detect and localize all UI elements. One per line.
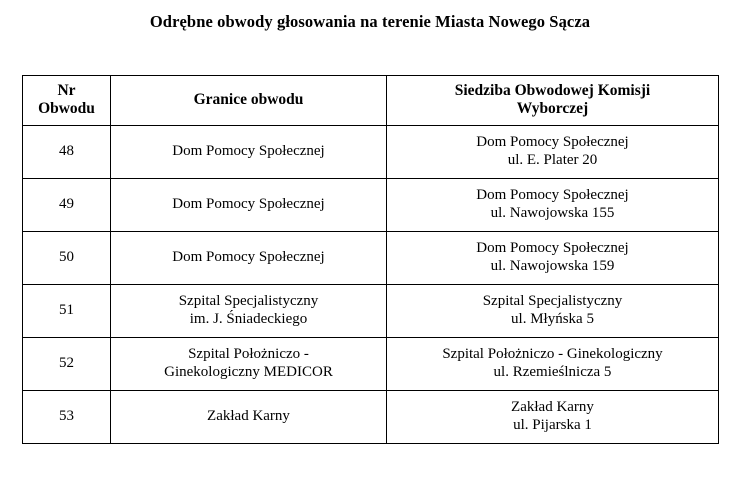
cell-district-number: 50: [23, 231, 111, 284]
cell-commission-seat-line2: ul. Młyńska 5: [511, 310, 594, 327]
cell-district-boundaries: [111, 178, 387, 231]
cell-district-boundaries-line1: Dom Pomocy Społecznej: [172, 195, 325, 212]
cell-commission-seat: [387, 284, 719, 337]
polling-districts-table: [22, 75, 719, 444]
cell-commission-seat-line2: ul. E. Plater 20: [507, 151, 598, 168]
cell-commission-seat: [387, 178, 719, 231]
cell-district-boundaries: [111, 390, 387, 443]
cell-commission-seat-line1: Dom Pomocy Społecznej: [476, 133, 629, 150]
page-title: Odrębne obwody głosowania na terenie Miasta Nowego Sącza: [149, 12, 591, 31]
cell-commission-seat-line1: Szpital Specjalistyczny: [482, 292, 623, 309]
cell-district-boundaries: [111, 337, 387, 390]
cell-district-boundaries: [111, 231, 387, 284]
cell-district-number: 52: [23, 337, 111, 390]
table-row: [23, 125, 719, 178]
column-header-commission-seat-line2: Wyborczej: [516, 100, 589, 118]
cell-district-boundaries-line1: Zakład Karny: [207, 407, 290, 424]
column-header-district-boundaries: Granice obwodu: [111, 76, 387, 126]
table-row: [23, 390, 719, 443]
cell-commission-seat-line2: ul. Pijarska 1: [513, 416, 592, 433]
cell-district-boundaries-line1: Szpital Położniczo -: [188, 345, 309, 362]
column-header-district-number-line1: Nr: [57, 82, 76, 99]
table-row: [23, 231, 719, 284]
cell-commission-seat: [387, 390, 719, 443]
cell-commission-seat-line2: ul. Nawojowska 155: [490, 204, 615, 221]
cell-district-boundaries: [111, 284, 387, 337]
cell-commission-seat-line2: ul. Nawojowska 159: [490, 257, 615, 274]
table-row: [23, 337, 719, 390]
column-header-district-number: [23, 76, 111, 126]
cell-commission-seat-line1: Szpital Położniczo - Ginekologiczny: [442, 345, 663, 362]
cell-commission-seat: [387, 231, 719, 284]
cell-district-boundaries-line2: im. J. Śniadeckiego: [189, 310, 308, 327]
cell-district-boundaries: [111, 125, 387, 178]
cell-commission-seat-line2: ul. Rzemieślnicza 5: [493, 363, 612, 380]
cell-commission-seat-line1: Dom Pomocy Społecznej: [476, 239, 629, 256]
table-header-row: [23, 76, 719, 126]
table-container: [0, 75, 740, 444]
table-body: [23, 125, 719, 443]
cell-district-number: 48: [23, 125, 111, 178]
cell-district-number: 51: [23, 284, 111, 337]
cell-district-number: 49: [23, 178, 111, 231]
column-header-district-number-line2: Obwodu: [38, 100, 95, 118]
cell-district-boundaries-line1: Dom Pomocy Społecznej: [172, 248, 325, 265]
cell-commission-seat: [387, 337, 719, 390]
cell-district-boundaries-line1: Szpital Specjalistyczny: [178, 292, 319, 309]
table-row: [23, 284, 719, 337]
cell-district-boundaries-line2: Ginekologiczny MEDICOR: [164, 363, 333, 380]
table-header: [23, 76, 719, 126]
cell-district-number: 53: [23, 390, 111, 443]
column-header-commission-seat: [387, 76, 719, 126]
cell-commission-seat-line1: Zakład Karny: [511, 398, 594, 415]
cell-commission-seat: [387, 125, 719, 178]
table-row: [23, 178, 719, 231]
cell-district-boundaries-line1: Dom Pomocy Społecznej: [172, 142, 325, 159]
column-header-commission-seat-line1: Siedziba Obwodowej Komisji: [454, 82, 651, 99]
cell-commission-seat-line1: Dom Pomocy Społecznej: [476, 186, 629, 203]
